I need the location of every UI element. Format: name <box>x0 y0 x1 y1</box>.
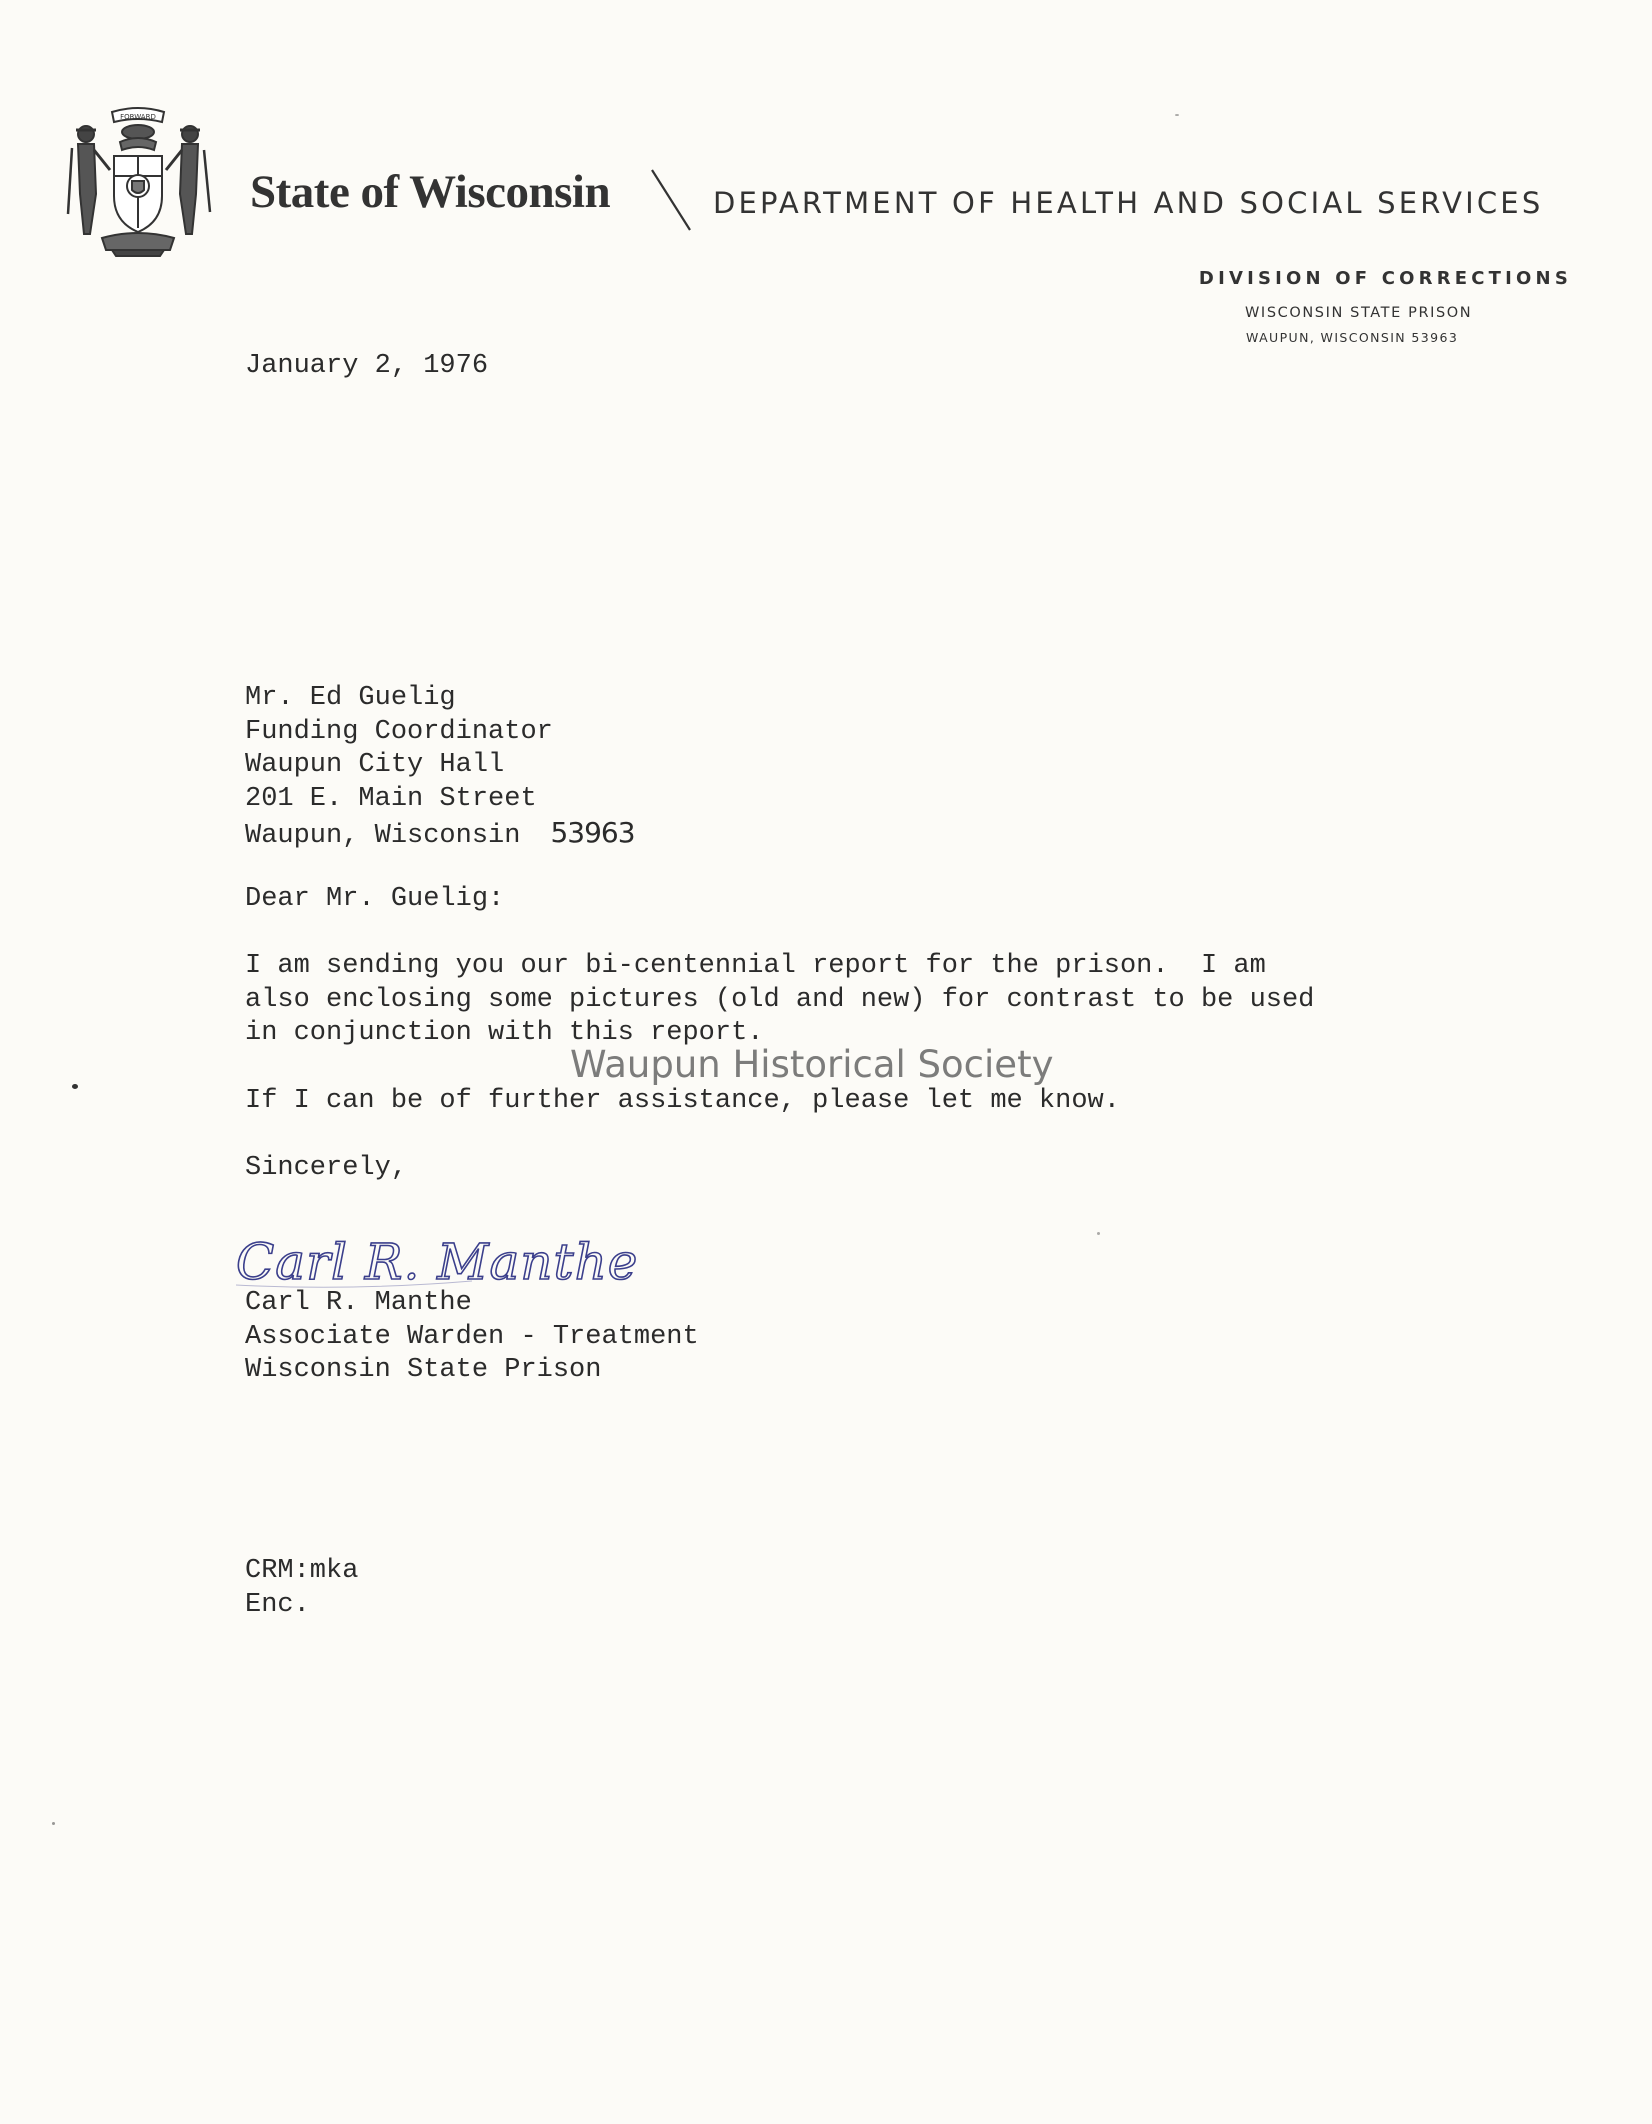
paper-speck <box>1097 1232 1100 1235</box>
paper-speck <box>72 1084 78 1089</box>
recipient-name: Mr. Ed Guelig <box>245 683 456 713</box>
signer-org: Wisconsin State Prison <box>245 1355 602 1385</box>
body-paragraph-2: If I can be of further assistance, please let me know. <box>245 1086 1120 1116</box>
recipient-org: Waupun City Hall <box>245 750 505 780</box>
seal-motto: FORWARD <box>120 113 156 121</box>
body-paragraph-1 <box>245 950 1314 1051</box>
signature-block <box>245 1287 699 1388</box>
signature-text: Carl R. Manthe <box>236 1233 639 1291</box>
body-line: also enclosing some pictures (old and new) for contrast to be used <box>245 984 1315 1015</box>
reference-initials: CRM:mka <box>245 1556 359 1586</box>
institution-city: WAUPUN, WISCONSIN 53963 <box>1246 330 1459 345</box>
recipient-title: Funding Coordinator <box>245 716 553 747</box>
watermark: Waupun Historical Society <box>570 1043 1054 1086</box>
signer-title: Associate Warden - Treatment <box>245 1321 699 1352</box>
enclosure-note: Enc. <box>245 1589 310 1620</box>
reference-block <box>245 1555 358 1622</box>
wisconsin-seal-icon <box>62 104 214 260</box>
paper-speck <box>1175 114 1179 116</box>
signer-name: Carl R. Manthe <box>245 1288 472 1318</box>
letter-date: January 2, 1976 <box>245 351 489 381</box>
state-title: State of Wisconsin <box>250 166 611 218</box>
salutation: Dear Mr. Guelig: <box>245 884 505 914</box>
handwritten-signature <box>232 1225 642 1295</box>
institution-name: WISCONSIN STATE PRISON <box>1245 305 1473 321</box>
body-line: I am sending you our bi-centennial report for the prison. I am <box>245 951 1266 981</box>
recipient-street: 201 E. Main Street <box>245 783 537 814</box>
inside-address <box>245 682 635 854</box>
division-name: DIVISION OF CORRECTIONS <box>1198 268 1572 289</box>
recipient-city: Waupun, Wisconsin <box>245 821 521 851</box>
paper-speck <box>52 1822 55 1825</box>
body-line: in conjunction with this report. <box>245 1018 764 1048</box>
closing: Sincerely, <box>245 1153 408 1183</box>
recipient-zip: 53963 <box>550 816 635 849</box>
slash-divider <box>650 168 694 234</box>
department-name: DEPARTMENT OF HEALTH AND SOCIAL SERVICES <box>713 186 1544 220</box>
